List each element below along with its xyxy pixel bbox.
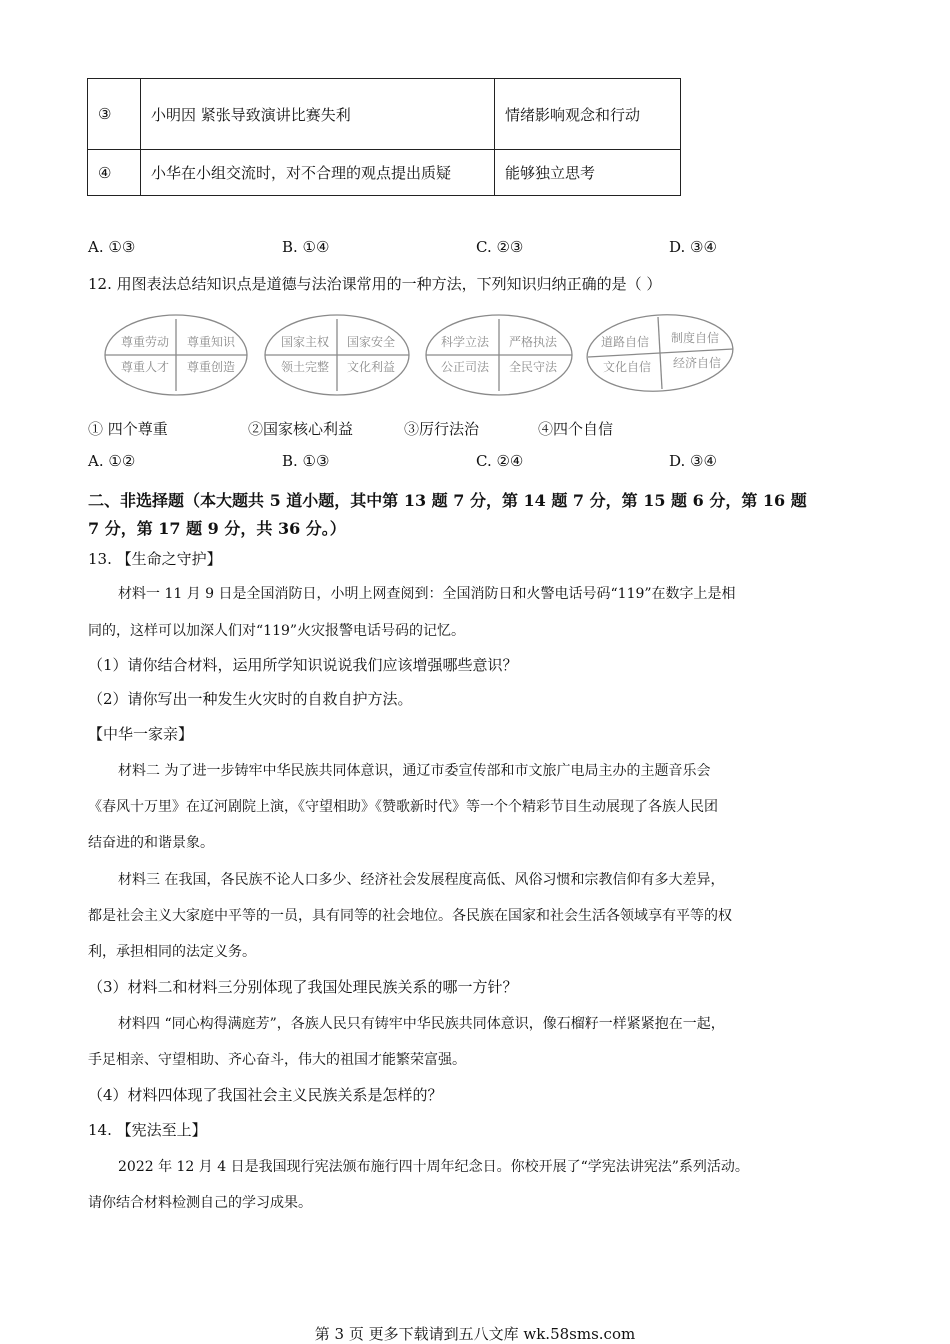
- diagram-cell: 尊重劳动: [120, 335, 170, 349]
- row-number: ④: [88, 150, 141, 196]
- q12-label-4: ④四个自信: [538, 420, 614, 438]
- q13-material1-line2: 同的，这样可以加深人们对“119”火灾报警电话号码的记忆。: [88, 623, 466, 639]
- page-footer: 第 3 页 更多下载请到五八文库 wk.58sms.com: [314, 1325, 636, 1343]
- q12-option-a[interactable]: A. ①②: [88, 452, 136, 470]
- diagram-cell: 道路自信: [600, 335, 650, 349]
- diagram-oval-1: [105, 315, 247, 395]
- q11-option-c[interactable]: C. ②③: [476, 238, 524, 256]
- diagram-cell: 制度自信: [670, 331, 720, 345]
- diagram-cell: 文化自信: [602, 360, 652, 374]
- q14-line1: 2022 年 12 月 4 日是我国现行宪法颁布施行四十周年纪念日。你校开展了“学宪法讲宪法”系列活动。: [118, 1159, 749, 1175]
- q13-question-3: （3）材料二和材料三分别体现了我国处理民族关系的哪一方针？: [88, 978, 518, 996]
- q13-material1-line1: 材料一 11 月 9 日是全国消防日，小明上网查阅到：全国消防日和火警电话号码“119”在数字上是相: [118, 586, 736, 602]
- q14-line2: 请你结合材料检测自己的学习成果。: [88, 1195, 312, 1211]
- q11-option-b[interactable]: B. ①④: [282, 238, 330, 256]
- diagram-cell: 尊重创造: [186, 360, 236, 374]
- q13-material3-line1: 材料三 在我国，各民族不论人口多少、经济社会发展程度高低、风俗习惯和宗教信仰有多大差异，: [118, 872, 725, 888]
- q13-question-2: （2）请你写出一种发生火灾时的自救自护方法。: [88, 690, 413, 708]
- row-reason: 能够独立思考: [495, 150, 681, 196]
- diagram-cell: 科学立法: [440, 335, 490, 349]
- diagram-cell: 全民守法: [508, 360, 558, 374]
- diagram-cell: 尊重知识: [186, 335, 236, 349]
- q13-material2-line1: 材料二 为了进一步铸牢中华民族共同体意识，通辽市委宣传部和市文旅广电局主办的主题音乐会: [118, 763, 711, 779]
- diagram-oval-4: [585, 313, 736, 396]
- q12-option-b[interactable]: B. ①③: [282, 452, 330, 470]
- diagram-oval-3: [426, 315, 572, 395]
- q13-material3-line2: 都是社会主义大家庭中平等的一员，具有同等的社会地位。各民族在国家和社会生活各领域享有平等的权: [88, 908, 732, 924]
- q13-title: 13. 【生命之守护】: [88, 550, 222, 568]
- row-case: 小华在小组交流时，对不合理的观点提出质疑: [141, 150, 495, 196]
- diagram-cell: 国家安全: [346, 335, 396, 349]
- section-heading-line2: 7 分，第 17 题 9 分，共 36 分。）: [88, 519, 346, 538]
- q11-option-d[interactable]: D. ③④: [669, 238, 717, 256]
- q13-material2-line3: 结奋进的和谐景象。: [88, 835, 214, 851]
- q12-label-2: ②国家核心利益: [248, 420, 354, 438]
- q13-question-4: （4）材料四体现了我国社会主义民族关系是怎样的？: [88, 1086, 443, 1104]
- q13-material3-line3: 利，承担相同的法定义务。: [88, 944, 256, 960]
- row-number: ③: [88, 79, 141, 150]
- q13-question-1: （1）请你结合材料，运用所学知识说说我们应该增强哪些意识？: [88, 656, 518, 674]
- section-heading-line1: 二、非选择题（本大题共 5 道小题，其中第 13 题 7 分，第 14 题 7 分，第 15 题 6 分，第 16 题: [88, 491, 807, 510]
- diagram-cell: 经济自信: [672, 356, 722, 370]
- q12-option-c[interactable]: C. ②④: [476, 452, 524, 470]
- q11-table: [87, 78, 681, 196]
- q12-option-d[interactable]: D. ③④: [669, 452, 717, 470]
- q13-material2-line2: 《春风十万里》在辽河剧院上演，《守望相助》《赞歌新时代》等一个个精彩节目生动展现了各族人民团: [88, 799, 718, 815]
- diagram-oval-2: [265, 315, 409, 395]
- diagram-cell: 国家主权: [280, 335, 330, 349]
- q11-option-a[interactable]: A. ①③: [88, 238, 136, 256]
- table-row: [88, 79, 681, 150]
- table-row: [88, 150, 681, 196]
- diagram-cell: 领土完整: [280, 360, 330, 374]
- diagram-cell: 尊重人才: [120, 360, 170, 374]
- row-reason: 情绪影响观念和行动: [495, 79, 681, 150]
- q12-stem: 12. 用图表法总结知识点是道德与法治课常用的一种方法，下列知识归纳正确的是（ ）: [88, 275, 662, 293]
- diagram-cell: 严格执法: [508, 335, 558, 349]
- diagram-cell: 公正司法: [440, 360, 490, 374]
- q13-subsection-title: 【中华一家亲】: [88, 725, 194, 743]
- q12-label-3: ③厉行法治: [404, 420, 480, 438]
- q13-material4-line1: 材料四 “同心构得满庭芳”，各族人民只有铸牢中华民族共同体意识，像石榴籽一样紧紧抱在一起，: [118, 1016, 725, 1032]
- q12-label-1: ① 四个尊重: [88, 420, 168, 438]
- diagram-cell: 文化利益: [346, 360, 396, 374]
- q14-title: 14. 【宪法至上】: [88, 1121, 207, 1139]
- q13-material4-line2: 手足相亲、守望相助、齐心奋斗，伟大的祖国才能繁荣富强。: [88, 1052, 466, 1068]
- row-case: 小明因 紧张导致演讲比赛失利: [141, 79, 495, 150]
- q12-diagrams: [103, 313, 743, 405]
